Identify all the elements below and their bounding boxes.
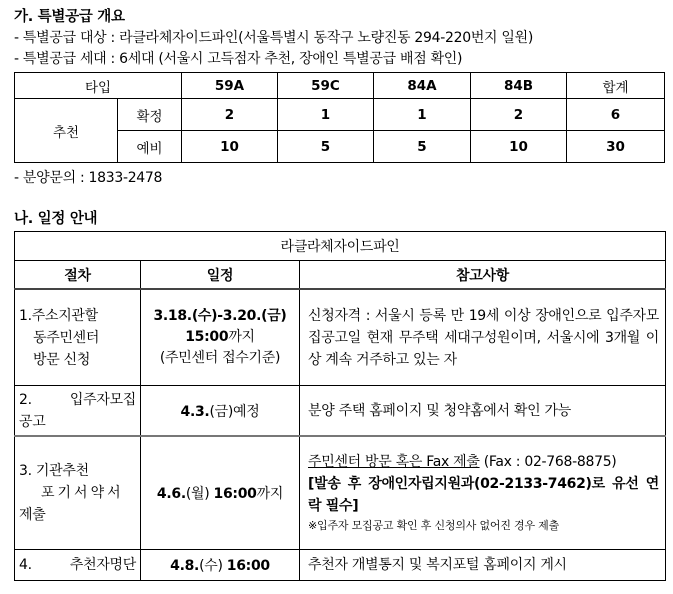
- table-row: [15, 386, 666, 437]
- cell-value: 10: [182, 131, 278, 163]
- step-text: 2. 입주자모집: [19, 391, 136, 408]
- note-cell: [300, 436, 666, 550]
- type-label: 타입: [15, 73, 182, 99]
- supply-type-table: [14, 72, 665, 163]
- row-label-reserve: 예비: [118, 131, 182, 163]
- schedule-header-row: [15, 261, 666, 290]
- schedule-title-row: [15, 232, 666, 261]
- cell-total: 30: [567, 131, 665, 163]
- schedule-time: 16:00: [226, 558, 270, 574]
- schedule-time: 16:00: [213, 486, 257, 502]
- schedule-suffix: 까지: [256, 486, 284, 502]
- contact-line: - 분양문의 : 1833-2478: [14, 170, 163, 186]
- cell-value: 1: [374, 99, 471, 131]
- schedule-title: 라클라체자이드파인: [15, 232, 666, 261]
- type-59c: 59C: [278, 73, 374, 99]
- step-cell: [15, 386, 141, 437]
- schedule-date: 4.3.: [180, 403, 210, 420]
- step-text: 포기서약서: [41, 485, 124, 501]
- col-header-step: 절차: [15, 261, 141, 290]
- section-a-heading: 가. 특별공급 개요: [14, 9, 125, 25]
- submission-method: 주민센터 방문 혹은 Fax 제출: [308, 454, 480, 470]
- schedule-cell: [141, 436, 300, 550]
- cell-value: 5: [278, 131, 374, 163]
- note-cell: 분양 주택 홈페이지 및 청약홈에서 확인 가능: [300, 386, 666, 437]
- table-row: [15, 289, 666, 386]
- note-cell: 추천자 개별통지 및 복지포털 홈페이지 게시: [300, 550, 666, 581]
- table-header-row: [15, 73, 665, 99]
- schedule-note: (주민센터 접수기준): [159, 350, 281, 366]
- row-label-confirmed: 확정: [118, 99, 182, 131]
- cell-value: 10: [471, 131, 567, 163]
- schedule-cell: [141, 386, 300, 437]
- cell-total: 6: [567, 99, 665, 131]
- schedule-day: (월): [185, 486, 214, 502]
- table-row: [15, 550, 666, 581]
- schedule-suffix: 까지: [228, 329, 255, 345]
- fax-number: (Fax : 02-768-8875): [479, 454, 617, 470]
- step-text: 방문 신청: [33, 351, 91, 368]
- note-cell: 신청자격 : 서울시 등록 만 19세 이상 장애인으로 입주자모집공고일 현재 무주택 세대구성원이며, 서울시에 3개월 이상 계속 거주하고 있는 자: [300, 289, 666, 386]
- contact-requirement: [발송 후 장애인자립지원과(02-2133-7462)로 유선 연락 필수]: [308, 476, 660, 514]
- table-row: [15, 436, 666, 550]
- schedule-table: [14, 231, 666, 581]
- cell-value: 2: [182, 99, 278, 131]
- col-header-note: 참고사항: [300, 261, 666, 290]
- schedule-cell: [141, 289, 300, 386]
- schedule-date: 4.8.: [170, 558, 200, 574]
- schedule-date: 3.18.(수)-3.20.(금): [153, 308, 287, 324]
- footnote: ※입주자 모집공고 확인 후 신청의사 없어진 경우 제출: [308, 519, 560, 532]
- supply-households-line: - 특별공급 세대 : 6세대 (서울시 고득점자 추천, 장애인 특별공급 배점 확인): [14, 51, 463, 67]
- step-text: 3. 기관추천: [19, 463, 89, 479]
- step-text: 공고: [19, 413, 46, 430]
- section-b-heading: 나. 일정 안내: [14, 211, 98, 227]
- schedule-suffix: (금)예정: [209, 403, 260, 420]
- schedule-day: (수): [199, 558, 227, 574]
- schedule-date: 4.6.: [156, 486, 186, 502]
- step-cell: [15, 436, 141, 550]
- step-cell: [15, 550, 141, 581]
- step-text: 동주민센터: [33, 329, 100, 346]
- cell-value: 5: [374, 131, 471, 163]
- supply-target-line: - 특별공급 대상 : 라클라체자이드파인(서울특별시 동작구 노량진동 294-220번지 일원): [14, 30, 534, 46]
- schedule-cell: [141, 550, 300, 581]
- type-84a: 84A: [374, 73, 471, 99]
- cell-value: 2: [471, 99, 567, 131]
- table-row: [15, 99, 665, 131]
- col-header-schedule: 일정: [141, 261, 300, 290]
- step-cell: [15, 289, 141, 386]
- step-text: 제출: [19, 507, 46, 523]
- recommend-group-label: 추천: [15, 99, 118, 163]
- schedule-time: 15:00: [185, 329, 229, 345]
- type-84b: 84B: [471, 73, 567, 99]
- step-text: 4. 추천자명단: [19, 557, 136, 573]
- step-text: 1.주소지관할: [19, 307, 98, 324]
- type-59a: 59A: [182, 73, 278, 99]
- total-label: 합계: [567, 73, 665, 99]
- cell-value: 1: [278, 99, 374, 131]
